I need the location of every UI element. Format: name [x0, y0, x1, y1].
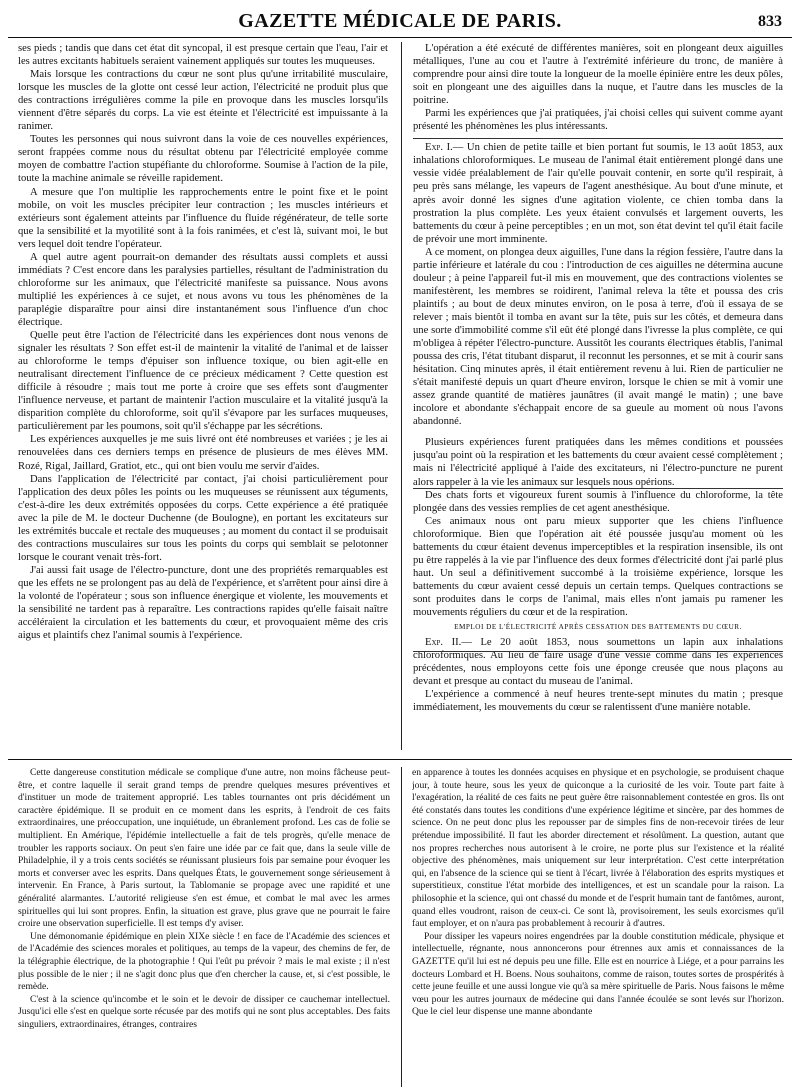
paragraph: J'ai aussi fait usage de l'électro-puncture, dont une des propriétés remarquables est que les effets ne se prolongent pas au delà de l'expérience, et s'arrêtent pour ainsi dire à la volonté de l'opérateur ; sous son influence énergique et violente, les mouvements et la sensibilité ne tardent pas à reparaître. Les contractions rapides qu'elle faisait naître accéléraient la circulation et les battements du cœur, et provoquaient même des cris aigus et plaintifs chez l'animal soumis à l'expérience. [18, 564, 388, 642]
bottom-left-column [18, 767, 390, 1085]
paragraph: Ces animaux nous ont paru mieux supporter que les chiens l'influence chloroformique. Bien que l'opération ait été poussée jusqu'au moment où les battements du cœur étaient devenus imperceptibles et la respiration insensible, ils ont pu être rappelés à la vie par l'influence des deux formes d'électricité dont j'ai parlé plus haut. Un seul a définitivement succombé à la troisième expérience, lorsque les battements du cœur avaient cessé depuis un certain temps. Quelques contractions se sont produites dans le corps de l'animal, mais elles n'ont jamais pu ramener les mouvements réguliers du cœur et de la respiration. [413, 515, 783, 618]
paragraph: A quel autre agent pourrait-on demander des résultats aussi complets et aussi immédiats ? C'est encore dans les paralysies partielles, résultant de l'administration du chloroforme sur les animaux, que l'électricité manifeste sa puissance. Nous avons multiplié les expériences à ce sujet, et nous avons vu tous les phénomènes de la paraplégie disparaître pour ainsi dire instantanément sous l'influence d'un choc électrique. [18, 251, 388, 328]
section-rule [413, 488, 783, 489]
paragraph: Quelle peut être l'action de l'électricité dans les expériences dont nous venons de signaler les résultats ? Son effet est-il de maintenir la vitalité de l'animal et de laisser au chloroforme le temps d'épuiser son influence toxique, ou bien agit-elle en neutralisant directement l'influence de ce précieux médicament ? Cette question est difficile à résoudre ; mais tout me porte à croire que ses effets sont d'augmenter l'influence nerveuse, et partant de maintenir l'action musculaire et la vitalité jusqu'à la disparition complète du chloroforme, soit qu'il s'évapore par les surfaces muqueuses, particulièrement par les poumons, soit qu'il s'échappe par les sécrétions. [18, 330, 388, 433]
paragraph: C'est à la science qu'incombe et le soin et le devoir de dissiper ce cauchemar intellectuel. Jusqu'ici elle s'est en quelque sorte récusée par des motifs qui ne sont plus acceptables. Des faits singuliers, extraordinaires, étranges, contraires [18, 993, 390, 1030]
paragraph: Une démonomanie épidémique en plein XIXe siècle ! en face de l'Académie des sciences et de l'Académie des sciences morales et politiques, au temps de la vapeur, des chemins de fer, de la télégraphie électrique, de la photographie ! Qui l'eût pu prévoir ? mais le mal existe ; il n'est plus possible de le nier ; il ne s'agit donc plus que d'en chercher la cause, et, si c'est possible, le remède. [18, 930, 390, 993]
page-number: 833 [758, 13, 782, 30]
paragraph: en apparence à toutes les données acquises en physique et en psychologie, se produisent chaque jour, à toute heure, sous les yeux de quiconque a la curiosité de les voir. Toute part faite à l'exagération, la réalité de ces faits ne peut guère être raisonnablement contestée en gros. Ils ont été constatés dans toutes les conditions d'une expérience légitime et sincère, par des hommes de science. On ne peut donc plus les repousser par de simples fins de non-recevoir tirées de leur prétendue impossibilité. Il faut les aborder directement et résolûment. La question, autant que nos propres recherches nous autorisent à le croire, ne porte plus sur l'existence et la réalité objective des phénomènes, mais uniquement sur leur interprétation. C'est cette interprétation qui, en l'absence de la science qui se tient à l'écart, livrée à l'élaboration des esprits mystiques et superstitieux, constitue l'état morbide des intelligences, et est un scandale pour la raison. La philosophie et la science, qui ont chassé du monde et de l'esprit humain tant de fantômes, auront, quand elles voudront, raison de ceux-ci. Ce sont là, provisoirement, les seuls exorcismes qu'il faut employer, et on n'aura pas probablement à recourir à d'autres. [412, 767, 784, 930]
journal-title: GAZETTE MÉDICALE DE PARIS. [238, 10, 562, 32]
top-left-column [18, 42, 388, 752]
section-rule [413, 138, 783, 139]
paragraph: L'opération a été exécuté de différentes manières, soit en plongeant deux aiguilles métalliques, l'une au cou et l'autre à l'extrémité inférieure du tronc, de manière à comprendre pour ainsi dire toute la longueur de la moelle épinière entre les deux pôles, soit en plongeant une des aiguilles dans la nuque, et l'autre dans les muscles de la poitrine. [413, 43, 783, 107]
page-header [0, 0, 800, 36]
paragraph: Cette dangereuse constitution médicale se complique d'une autre, non moins fâcheuse peut-être, et contre laquelle il serait grand temps de prendre quelques mesures préventives et d'instituer un mode de traitement approprié. Les tables tournantes ont pris décidément un caractère épidémique. Il se produit en ce moment dans les esprits, à l'endroit de ces faits extraordinaires, une préoccupation, une inquiétude, un ébranlement profond. Les cas de folie se multiplient. En Amérique, l'épidémie intellectuelle a fait de tels progrès, qu'elle menace de troubler les rapports sociaux. On peut s'en faire une idée par ce fait que, dans la seule ville de Philadelphie, il y a trois cents sociétés se réunissant plusieurs fois par semaine pour évoquer les morts et converser avec les esprits. Dans quelques États, le gouvernement songe sérieusement à intervenir. En France, à Paris surtout, la Tablomanie se propage avec une rapidité et une généralité alarmantes. L'autorité religieuse s'en est émue, et combat le mal avec les armes spirituelles qui lui sont propres. Enfin, la situation est grave, plus grave que ne pourrait le faire croire une observation superficielle. Il est temps d'y aviser. [18, 767, 390, 930]
paragraph: Dans l'application de l'électricité par contact, j'ai choisi particulièrement pour l'application des deux pôles les points ou les muqueuses se réunissent aux téguments, c'est-à-dire les deux extrémités opposées du corps. Cette expérience a été pratiquée avec la pile de M. le docteur Duchenne (de Boulogne), en portant les excitateurs sur les extrémités buccale et rectale des muqueuses ; au moment du contact il se produisait des contractions musculaires sur tous les points du corps qui semblait se pelotonner lorsque le courant venait très-fort. [18, 473, 388, 563]
bottom-right-column [412, 767, 784, 1085]
experience-2-label: Exp. II. [425, 637, 462, 649]
experience-1-text: — Un chien de petite taille et bien portant fut soumis, le 13 août 1853, aux inhalations chloroformiques. Le museau de l'animal était entièrement plongé dans une vessie vidée préalablement de l'air qu'elle pouvait contenir, en sorte qu'il respirait, à peu près sans mélange, les vapeurs de l'agent anesthésique. Au bout d'une minute, et après avoir donné les signes d'une agitation violente, ce chien tomba dans la prostration la plus complète. Les yeux étaient convulsés et largement ouverts, les battements du cœur à peine perceptibles ; en un mot, son état devint tel qu'il était facile de prévoir une mort imminente. [413, 142, 783, 245]
column-divider [401, 767, 402, 1087]
header-rule [8, 37, 792, 38]
paragraph: A ce moment, on plongea deux aiguilles, l'une dans la région fessière, l'autre dans la partie inférieure et latérale du cou : l'introduction de ces aiguilles ne détermina aucune douleur ; à peine l'appareil fut-il mis en mouvement, que des contractions violentes se manifestèrent, les membres se roidirent, l'animal releva la tête et poussa des cris plaintifs ; au bout de deux minutes environ, on le posa à terre, d'où il essaya de se relever ; mais bientôt il tomba en avant sur la tête, puis sur les côtés, et demeura dans une sorte d'immobilité comme s'il eût été plongé dans l'ivresse la plus complète, ce qui m'obligea à répéter l'électro-puncture. Aussitôt les courants électriques établis, l'animal poussa des cris, l'état titubant disparut, il reconnut les personnes, et se mit à courir sans hésitation. Cinq minutes après, il était entièrement revenu à lui. Rien de particulier ne s'était manifesté depuis un quart d'heure environ, lorsque le chien se mit à vomir une assez grande quantité de matières jaunâtres (il avait mangé le matin) ; une bave incolore et abondante s'échappait encore de sa gueule au moment où nous l'avons abandonné. [413, 246, 783, 428]
section-heading: EMPLOI DE L'ÉLECTRICITÉ APRÈS CESSATION DES BATTEMENTS DU CŒUR. [454, 623, 742, 632]
top-right-column [413, 42, 783, 752]
paragraph: Toutes les personnes qui nous suivront dans la voie de ces nouvelles expériences, seront frappées comme nous du résultat obtenu par l'électricité employée comme moyen de combattre l'action stupéfiante du chloroforme. Soumise à l'action de la pile, toute la machine animale se réveille rapidement. [18, 134, 388, 185]
paragraph: Des chats forts et vigoureux furent soumis à l'influence du chloroforme, la tête plongée dans des vessies remplies de cet agent anesthésique. [413, 489, 783, 514]
experience-1-paragraph [413, 141, 783, 245]
paragraph: A mesure que l'on multiplie les rapprochements entre le point fixe et le point mobile, on voit les muscles précipiter leur contraction ; les muscles intérieurs et extérieurs sont également atteints par l'influence du fluide régénérateur, de telle sorte que la sensibilité et la myotilité sont à la fois ranimées, et c'est là, suivant moi, le but vers lequel doit tendre l'opérateur. [18, 186, 388, 250]
column-divider [401, 42, 402, 750]
experience-1-label: Exp. I. [425, 142, 453, 154]
paragraph: Pour dissiper les vapeurs noires engendrées par la double constitution médicale, physique et intellectuelle, régnante, nous annoncerons pour étrennes aux amis et connaissances de la GAZETTE qu'il lui est né depuis peu une fille. Elle est en nourrice à Liége, et a pour parrains les docteurs Lombard et H. Boens. Nous souhaitons, comme de raison, toutes sortes de prospérités à cette jeune feuille et une aussi longue vie qu'à sa mère spirituelle de Paris. Nous faisons le même vœu pour les autres journaux de médecine qui dans l'année écoulée se sont levés sur l'horizon. Que le ciel leur dispense une manne abondante [412, 930, 784, 1018]
experience-2-text: — Le 20 août 1853, nous soumettons un lapin aux inhalations chloroformiques. Au lieu de faire usage d'une vessie comme dans les expériences précédentes, nous employons cette fois une éponge creusée que nous plaçons au devant et presque au contact du museau de l'animal. [413, 637, 783, 688]
paragraph: Les expériences auxquelles je me suis livré ont été nombreuses et variées ; je les ai renouvelées dans ces derniers temps en présence de plusieurs de mes élèves MM. Rozé, Rigal, Jaillard, Gratiot, etc., qui ont bien voulu me servir d'aides. [18, 434, 388, 472]
paragraph: Parmi les expériences que j'ai pratiquées, j'ai choisi celles qui suivent comme ayant présenté les phénomènes les plus intéressants. [413, 108, 783, 133]
paragraph: Plusieurs expériences furent pratiquées dans les mêmes conditions et poussées jusqu'au point où la respiration et les battements du cœur avaient cessé complètement ; mais ni l'électricité appliqué à l'aide des excitateurs, ni l'électro-puncture ne purent alors rappeler à la vie les animaux sur lesquels nous opérions. [413, 437, 783, 488]
paragraph: L'expérience a commencé à neuf heures trente-sept minutes du matin ; presque immédiatement, les mouvements du cœur se ralentissent d'une manière notable. [413, 689, 783, 714]
feuilleton-rule [8, 759, 792, 760]
experience-2-paragraph [413, 636, 783, 688]
paragraph: ses pieds ; tandis que dans cet état dit syncopal, il est presque certain que l'eau, l'air et les autres excitants habituels seraient vainement appliqués sur toutes les muqueuses. [18, 43, 388, 68]
section-rule [413, 651, 783, 652]
paragraph: Mais lorsque les contractions du cœur ne sont plus qu'une irritabilité musculaire, lorsque les muscles de la glotte ont cessé leur action, l'électricité ne produit plus que des contractions irrégulières comme la pile en provoque dans les muscles lorsqu'ils viennent d'être séparés du corps. La vie est éteinte et l'électricité est impuissante à la ranimer. [18, 69, 388, 133]
